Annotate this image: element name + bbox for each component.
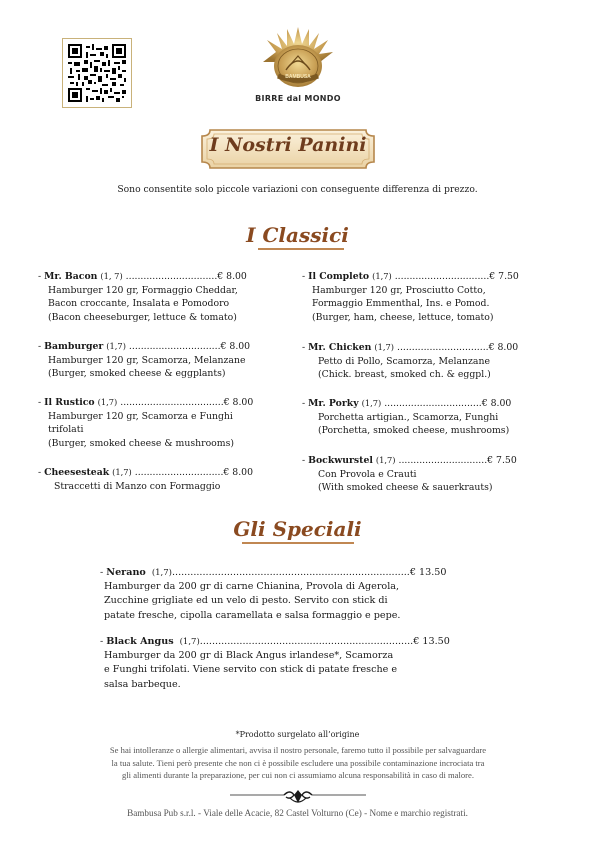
item-name: Mr. Chicken [308, 342, 372, 353]
frozen-note: *Prodotto surgelato all’origine [235, 730, 360, 739]
menu-item-mr-porky: - Mr. Porky (1,7) .................................€ 8.00 Porchetta artigian., Scamorza, Funghi (Porchetta, smoked cheese, mushrooms) [302, 397, 562, 438]
item-allergens: (1,7) [361, 398, 382, 408]
item-name: Cheesesteak [44, 467, 110, 478]
item-allergens: (1,7) [151, 568, 172, 578]
item-dots: ...................................................................... [199, 636, 414, 647]
item-desc-line: Zucchine grigliate ed un velo di pesto. Servito con stick di [104, 595, 388, 607]
item-allergens: (1,7) [179, 637, 200, 647]
item-desc-line: Hamburger 120 gr, Formaggio Cheddar, [48, 284, 238, 296]
item-dots: ............................... [125, 341, 221, 352]
item-dots: ............................... [122, 271, 218, 282]
item-desc-line: (With smoked cheese & sauerkrauts) [318, 482, 493, 493]
menu-item-mr-bacon: - Mr. Bacon (1, 7) ...............................€ 8.00 Hamburger 120 gr, Formaggio Cheddar, Bacon croccante, Insalata e Pomodoro (Bacon cheeseburger, lettuce & tomato) [38, 270, 298, 324]
item-name: Il Rustico [44, 397, 95, 408]
item-desc-line: (Burger, ham, cheese, lettuce, tomato) [312, 311, 494, 323]
section-underline [242, 542, 354, 544]
item-desc-line: Bacon croccante, Insalata e Pomodoro [48, 298, 230, 309]
menu-item-black-angus: - Black Angus (1,7)......................................................................€ 13.50 Hamburger da 200 gr di Black Angus irlandese*, Scamorza e Funghi trifolati. Viene servito con stick di patate fresche e salsa barbeque. [100, 635, 510, 692]
menu-item-il-completo: - Il Completo (1,7) ................................€ 7.50 Hamburger 120 gr, Prosciutto Cotto, Formaggio Emmenthal, Ins. e Pomod. (Burger, ham, cheese, lettuce, tomato) [302, 270, 562, 324]
divider-ornament-icon [230, 787, 366, 807]
menu-item-nerano: - Nerano (1,7)..............................................................................€ 13.50 Hamburger da 200 gr di carne Chianina, Provola di Agerola, Zucchine grigliate ed un velo di pesto. Servito con stick di patate fresche, cipolla caramellata e salsa formaggio e pepe. [100, 566, 510, 623]
item-desc-line: trifolati [48, 424, 84, 435]
disclaimer-line: gli alimenti durante la preparazione, per cui non ci assumiamo alcuna responsabilità in caso di malore. [122, 770, 474, 780]
item-price: € 8.00 [488, 342, 519, 353]
item-desc-line: patate fresche, cipolla caramellata e salsa formaggio e pepe. [104, 609, 401, 621]
disclaimer-line: la tua salute. Tieni però presente che non ci è possibile escludere una possibile contaminazione incrociata tra [111, 757, 485, 768]
item-dots: .............................................................................. [171, 567, 410, 578]
item-desc-line: salsa barbeque. [104, 678, 181, 690]
item-desc-line: e Funghi trifolati. Viene servito con stick di patate fresche e [104, 664, 398, 676]
item-desc-line: Formaggio Emmenthal, Ins. e Pomod. [312, 298, 490, 309]
menu-item-bockwurstel: - Bockwurstel (1,7) ..............................€ 7.50 Con Provola e Crauti (With smoked cheese & sauerkrauts) [302, 454, 562, 495]
item-dots: .............................. [395, 455, 488, 466]
section-underline [258, 248, 344, 250]
item-price: € 13.50 [409, 567, 447, 578]
item-desc-line: Porchetta artigian., Scamorza, Funghi [318, 411, 499, 423]
item-allergens: (1,7) [112, 467, 132, 477]
item-name: Bamburger [44, 341, 104, 352]
item-desc-line: Petto di Pollo, Scamorza, Melanzane [318, 355, 490, 367]
item-allergens: (1,7) [97, 397, 118, 407]
logo-text: BAMBUSA [285, 74, 311, 80]
item-name: Black Angus [106, 636, 174, 647]
item-desc-line: Hamburger da 200 gr di Black Angus irlandese*, Scamorza [104, 650, 394, 662]
item-desc-line: (Porchetta, smoked cheese, mushrooms) [318, 425, 510, 436]
item-desc-line: Hamburger 120 gr, Prosciutto Cotto, [312, 284, 486, 296]
item-price: € 7.50 [487, 455, 517, 466]
qr-code-icon [68, 44, 126, 102]
subtitle: Sono consentite solo piccole variazioni con conseguente differenza di prezzo. [117, 184, 478, 195]
item-price: € 8.00 [223, 397, 254, 408]
item-allergens: (1,7) [374, 342, 395, 352]
item-dots: ............................... [394, 342, 489, 353]
page-title: I Nostri Panini [209, 134, 367, 156]
item-dots: .............................. [131, 467, 224, 478]
item-dots: ................................ [391, 271, 490, 282]
menu-item-mr-chicken: - Mr. Chicken (1,7) ...............................€ 8.00 Petto di Pollo, Scamorza, Melanzane (Chick. breast, smoked ch. & eggpl.) [302, 341, 562, 382]
brand-name: BIRRE dal MONDO [255, 94, 341, 103]
qr-code[interactable] [62, 38, 132, 108]
item-name: Mr. Bacon [44, 271, 98, 282]
item-price: € 8.00 [223, 467, 253, 478]
item-desc-line: (Burger, smoked cheese & eggplants) [48, 368, 226, 379]
item-price: € 13.50 [413, 636, 450, 647]
item-price: € 8.00 [217, 271, 247, 282]
allergy-disclaimer [52, 744, 544, 782]
item-desc-line: (Bacon cheeseburger, lettuce & tomato) [48, 311, 237, 323]
item-desc-line: Hamburger da 200 gr di carne Chianina, Provola di Agerola, [104, 581, 400, 593]
item-allergens: (1,7) [375, 455, 396, 465]
item-desc-line: Con Provola e Crauti [318, 468, 417, 480]
menu-item-il-rustico: - Il Rustico (1,7) ...................................€ 8.00 Hamburger 120 gr, Scamorza e Funghi trifolati (Burger, smoked cheese & mushrooms) [38, 396, 298, 450]
item-price: € 8.00 [481, 398, 512, 409]
item-desc-line: (Burger, smoked cheese & mushrooms) [48, 437, 234, 449]
item-desc-line: Hamburger 120 gr, Scamorza, Melanzane [48, 354, 246, 366]
item-dots: ................................... [117, 397, 224, 408]
item-desc-line: (Chick. breast, smoked ch. & eggpl.) [318, 369, 491, 380]
section-title-classici: I Classici [246, 223, 349, 247]
item-allergens: (1, 7) [100, 271, 123, 281]
item-allergens: (1,7) [106, 341, 126, 351]
item-dots: ................................. [381, 398, 482, 409]
disclaimer-line: Se hai intolleranze o allergie alimentari, avvisa il nostro personale, faremo tutto il possibile per salvaguardare [109, 745, 487, 755]
item-name: Il Completo [308, 271, 370, 282]
item-allergens: (1,7) [372, 271, 392, 281]
section-title-speciali: Gli Speciali [233, 517, 362, 541]
item-price: € 8.00 [220, 341, 251, 352]
item-name: Nerano [106, 567, 146, 578]
menu-item-cheesesteak: - Cheesesteak (1,7) ..............................€ 8.00 Straccetti di Manzo con Formaggio [38, 466, 298, 493]
item-name: Mr. Porky [308, 398, 359, 409]
item-price: € 7.50 [489, 271, 519, 282]
item-desc-line: Hamburger 120 gr, Scamorza e Funghi [48, 410, 233, 422]
menu-item-bamburger: - Bamburger (1,7) ...............................€ 8.00 Hamburger 120 gr, Scamorza, Melanzane (Burger, smoked cheese & eggplants) [38, 340, 298, 381]
footer: Bambusa Pub s.r.l. - Viale delle Acacie, 82 Castel Volturno (Ce) - Nome e marchio registrati. [127, 808, 468, 818]
item-name: Bockwurstel [308, 455, 373, 466]
bambusa-logo-icon [258, 24, 338, 92]
item-desc-line: Straccetti di Manzo con Formaggio [54, 480, 221, 492]
